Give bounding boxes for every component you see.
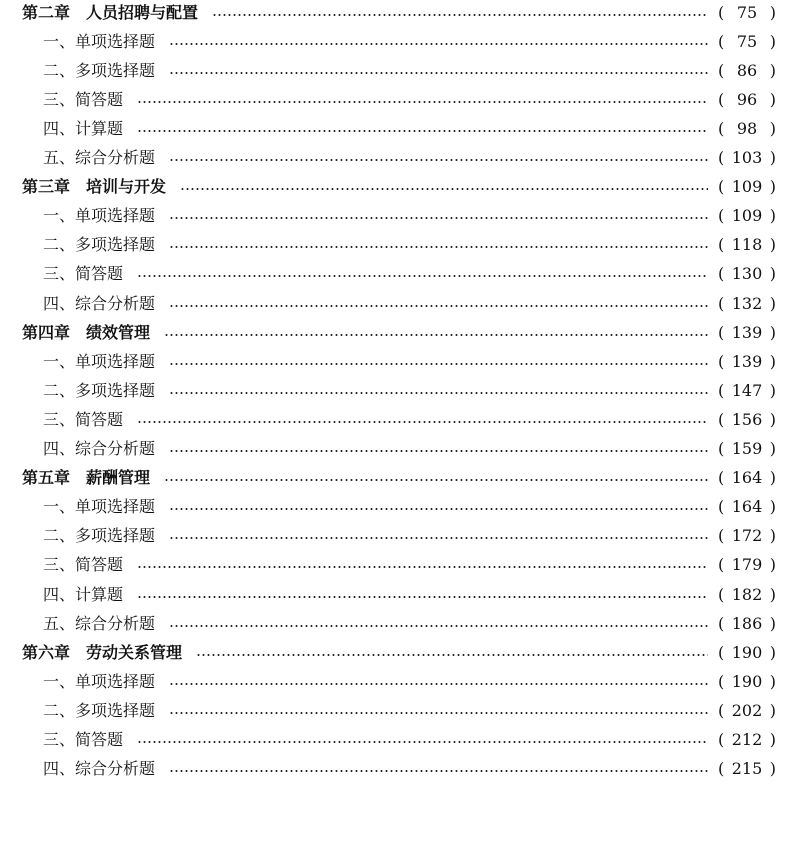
- toc-section-entry: [0, 726, 790, 755]
- dot-leader: [169, 392, 708, 394]
- section-title: 一、单项选择题: [43, 206, 156, 226]
- toc-section-entry: [0, 755, 790, 784]
- dot-leader: [169, 683, 708, 685]
- page-number: [718, 439, 776, 459]
- page-number-value: 109: [731, 206, 763, 226]
- page-number: [718, 206, 776, 226]
- page-number: [718, 410, 776, 430]
- toc-chapter-entry: [0, 638, 790, 667]
- section-title: 四、计算题: [43, 118, 124, 138]
- page-number-value: 159: [731, 439, 763, 458]
- page-number-value: 156: [731, 409, 763, 429]
- section-title: 三、简答题: [43, 409, 124, 429]
- page-number: [718, 3, 776, 23]
- page-bracket-close: ): [769, 409, 776, 429]
- page-number-value: 96: [736, 89, 758, 109]
- page-number: [718, 119, 776, 139]
- page-number: [718, 672, 776, 692]
- page-number-value: 98: [736, 118, 758, 138]
- dot-leader: [169, 217, 708, 219]
- page-number-value: 190: [731, 642, 763, 662]
- section-title: 四、综合分析题: [43, 439, 156, 458]
- toc-chapter-entry: [0, 464, 790, 493]
- page-bracket-close: ): [769, 2, 776, 22]
- section-title: 三、简答题: [43, 264, 124, 284]
- page-bracket-close: ): [769, 730, 776, 749]
- page-number-value: 109: [731, 177, 763, 197]
- section-title: 一、单项选择题: [43, 497, 156, 517]
- section-title: 四、综合分析题: [43, 293, 156, 313]
- dot-leader: [137, 130, 708, 132]
- page-bracket-close: ): [769, 148, 776, 167]
- page-bracket-close: ): [769, 351, 776, 371]
- page-number: [718, 643, 776, 663]
- page-number: [718, 61, 776, 81]
- section-title: 一、单项选择题: [43, 351, 156, 371]
- toc-section-entry: [0, 376, 790, 405]
- section-title: 四、计算题: [43, 584, 124, 604]
- page-number: [718, 614, 776, 634]
- page-number: [718, 323, 776, 343]
- toc-section-entry: [0, 493, 790, 522]
- dot-leader: [137, 596, 708, 598]
- toc-section-entry: [0, 85, 790, 114]
- dot-leader: [169, 159, 708, 161]
- page-bracket-close: ): [769, 206, 776, 226]
- page-bracket-close: ): [769, 671, 776, 691]
- page-number-value: 164: [731, 497, 763, 517]
- page-bracket-open: (: [718, 497, 725, 517]
- page-number: [718, 148, 776, 168]
- page-bracket-open: (: [718, 206, 725, 226]
- page-bracket-open: (: [718, 31, 725, 51]
- page-number-value: 179: [731, 555, 763, 575]
- page-bracket-open: (: [718, 526, 725, 546]
- page-bracket-close: ): [769, 613, 776, 633]
- dot-leader: [212, 14, 708, 16]
- page-number-value: 182: [731, 584, 763, 604]
- page-number-value: 147: [731, 380, 763, 400]
- page-bracket-open: (: [718, 671, 725, 691]
- page-bracket-open: (: [718, 148, 725, 167]
- page-bracket-open: (: [718, 730, 725, 749]
- page-number: [718, 468, 776, 488]
- section-title: 一、单项选择题: [43, 31, 156, 51]
- toc-section-entry: [0, 231, 790, 260]
- page-bracket-close: ): [769, 642, 776, 662]
- page-number-value: 130: [731, 264, 763, 284]
- toc-chapter-entry: [0, 173, 790, 202]
- section-title: 五、综合分析题: [43, 148, 156, 167]
- page-number: [718, 352, 776, 372]
- section-title: 二、多项选择题: [43, 60, 156, 80]
- toc-section-entry: [0, 405, 790, 434]
- page-number: [718, 264, 776, 284]
- dot-leader: [164, 334, 708, 336]
- page-bracket-open: (: [718, 264, 725, 284]
- page-number-value: 212: [731, 730, 763, 749]
- dot-leader: [196, 654, 708, 656]
- dot-leader: [164, 479, 708, 481]
- page-number-value: 75: [736, 31, 758, 51]
- toc-section-entry: [0, 27, 790, 56]
- page-number-value: 215: [731, 759, 763, 779]
- chapter-title: 第二章 人员招聘与配置: [22, 2, 199, 22]
- page-bracket-close: ): [769, 31, 776, 51]
- dot-leader: [169, 450, 708, 452]
- page-bracket-open: (: [718, 351, 725, 371]
- page-bracket-close: ): [769, 584, 776, 604]
- toc-section-entry: [0, 260, 790, 289]
- page-bracket-open: (: [718, 759, 725, 779]
- toc-section-entry: [0, 551, 790, 580]
- page-number: [718, 701, 776, 721]
- page-number-value: 118: [731, 235, 763, 255]
- page-bracket-close: ): [769, 700, 776, 720]
- page-bracket-open: (: [718, 555, 725, 575]
- page-number-value: 190: [731, 671, 763, 691]
- page-number: [718, 235, 776, 255]
- toc-section-entry: [0, 289, 790, 318]
- page-bracket-open: (: [718, 293, 725, 313]
- page-bracket-close: ): [769, 235, 776, 255]
- section-title: 三、简答题: [43, 89, 124, 109]
- page-number-value: 202: [731, 700, 763, 720]
- dot-leader: [180, 188, 708, 190]
- section-title: 五、综合分析题: [43, 613, 156, 633]
- toc-section-entry: [0, 435, 790, 464]
- dot-leader: [169, 363, 708, 365]
- page-bracket-close: ): [769, 264, 776, 284]
- toc-chapter-entry: [0, 0, 790, 27]
- dot-leader: [169, 770, 708, 772]
- page-number: [718, 294, 776, 314]
- dot-leader: [169, 712, 708, 714]
- dot-leader: [137, 741, 708, 743]
- page-bracket-open: (: [718, 380, 725, 400]
- page-bracket-close: ): [769, 177, 776, 197]
- page-bracket-close: ): [769, 468, 776, 488]
- page-bracket-open: (: [718, 235, 725, 255]
- page-bracket-close: ): [769, 497, 776, 517]
- page-bracket-open: (: [718, 468, 725, 488]
- page-bracket-close: ): [769, 60, 776, 80]
- dot-leader: [169, 43, 708, 45]
- dot-leader: [137, 421, 708, 423]
- page-bracket-open: (: [718, 118, 725, 138]
- toc-section-entry: [0, 609, 790, 638]
- page-number-value: 172: [731, 526, 763, 546]
- page-number-value: 139: [731, 322, 763, 342]
- dot-leader: [137, 101, 708, 103]
- toc-section-entry: [0, 347, 790, 376]
- page-number: [718, 90, 776, 110]
- page-bracket-close: ): [769, 118, 776, 138]
- page-bracket-open: (: [718, 613, 725, 633]
- dot-leader: [169, 508, 708, 510]
- page-number-value: 75: [736, 2, 758, 22]
- toc-section-entry: [0, 522, 790, 551]
- dot-leader: [169, 246, 708, 248]
- page-number-value: 132: [731, 293, 763, 313]
- section-title: 四、综合分析题: [43, 759, 156, 779]
- section-title: 二、多项选择题: [43, 235, 156, 255]
- section-title: 二、多项选择题: [43, 700, 156, 720]
- page-bracket-open: (: [718, 177, 725, 197]
- page-bracket-open: (: [718, 700, 725, 720]
- page-number-value: 103: [731, 148, 763, 167]
- chapter-title: 第五章 薪酬管理: [22, 468, 151, 488]
- section-title: 三、简答题: [43, 730, 124, 749]
- page-bracket-close: ): [769, 322, 776, 342]
- page-bracket-close: ): [769, 380, 776, 400]
- page-bracket-close: ): [769, 439, 776, 458]
- page-number-value: 139: [731, 351, 763, 371]
- page-number-value: 164: [731, 468, 763, 488]
- page-bracket-open: (: [718, 322, 725, 342]
- toc-section-entry: [0, 202, 790, 231]
- chapter-title: 第三章 培训与开发: [22, 177, 167, 197]
- section-title: 二、多项选择题: [43, 526, 156, 546]
- page-number: [718, 497, 776, 517]
- toc-section-entry: [0, 667, 790, 696]
- section-title: 二、多项选择题: [43, 380, 156, 400]
- page-number: [718, 32, 776, 52]
- page-bracket-open: (: [718, 60, 725, 80]
- dot-leader: [169, 537, 708, 539]
- page-bracket-close: ): [769, 293, 776, 313]
- page-number-value: 86: [736, 60, 758, 80]
- toc-section-entry: [0, 580, 790, 609]
- page-number: [718, 381, 776, 401]
- toc-section-entry: [0, 114, 790, 143]
- toc-section-entry: [0, 144, 790, 173]
- page-number: [718, 526, 776, 546]
- page-bracket-close: ): [769, 759, 776, 779]
- page-number: [718, 585, 776, 605]
- page-number: [718, 177, 776, 197]
- page-number: [718, 759, 776, 779]
- page-bracket-open: (: [718, 439, 725, 458]
- toc-section-entry: [0, 696, 790, 725]
- dot-leader: [169, 625, 708, 627]
- page-number: [718, 730, 776, 750]
- page-bracket-open: (: [718, 2, 725, 22]
- page-bracket-open: (: [718, 89, 725, 109]
- page-bracket-open: (: [718, 584, 725, 604]
- page-number: [718, 555, 776, 575]
- chapter-title: 第六章 劳动关系管理: [22, 642, 183, 662]
- section-title: 一、单项选择题: [43, 671, 156, 691]
- dot-leader: [169, 305, 708, 307]
- page-bracket-open: (: [718, 642, 725, 662]
- dot-leader: [169, 72, 708, 74]
- page-number-value: 186: [731, 613, 763, 633]
- dot-leader: [137, 566, 708, 568]
- toc-chapter-entry: [0, 318, 790, 347]
- page-bracket-close: ): [769, 89, 776, 109]
- page-bracket-close: ): [769, 526, 776, 546]
- dot-leader: [137, 275, 708, 277]
- page-bracket-close: ): [769, 555, 776, 575]
- chapter-title: 第四章 绩效管理: [22, 322, 151, 342]
- toc-section-entry: [0, 56, 790, 85]
- section-title: 三、简答题: [43, 555, 124, 575]
- page-bracket-open: (: [718, 409, 725, 429]
